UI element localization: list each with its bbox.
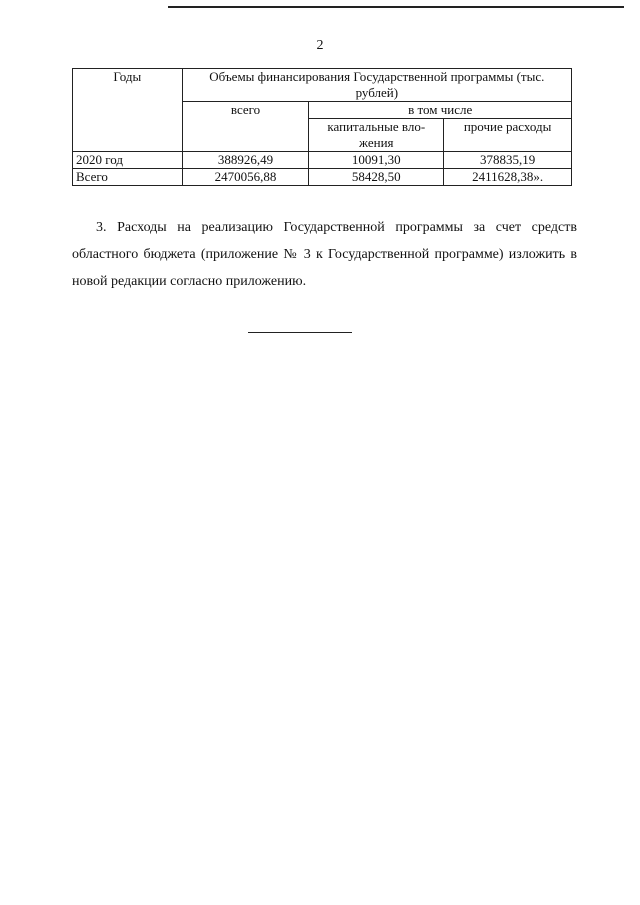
financing-table	[72, 68, 572, 186]
page-number: 2	[316, 38, 324, 53]
table-row	[73, 152, 572, 169]
cell-year: Всего	[73, 169, 183, 186]
header-years: Годы	[73, 69, 183, 152]
cell-capital: 58428,50	[309, 169, 444, 186]
header-including: в том числе	[309, 102, 572, 119]
cell-year: 2020 год	[73, 152, 183, 169]
cell-total: 388926,49	[182, 152, 309, 169]
header-other: прочие расходы	[444, 119, 572, 152]
table-header-row-1	[73, 69, 572, 102]
header-total: всего	[182, 102, 309, 152]
table-row	[73, 169, 572, 186]
closing-rule	[248, 332, 352, 333]
cell-other: 2411628,38».	[444, 169, 572, 186]
cell-capital: 10091,30	[309, 152, 444, 169]
header-financing: Объемы финансирования Государственной программы (тыс. рублей)	[182, 69, 571, 102]
header-capital: капитальные вло-жения	[309, 119, 444, 152]
cell-other: 378835,19	[444, 152, 572, 169]
cell-total: 2470056,88	[182, 169, 309, 186]
paragraph-3: 3. Расходы на реализацию Государственной программы за счет средств областного бюджета (приложение № 3 к Государственной программе) изложить в новой редакции согласно приложению.	[72, 220, 577, 289]
header-rule	[168, 6, 624, 8]
